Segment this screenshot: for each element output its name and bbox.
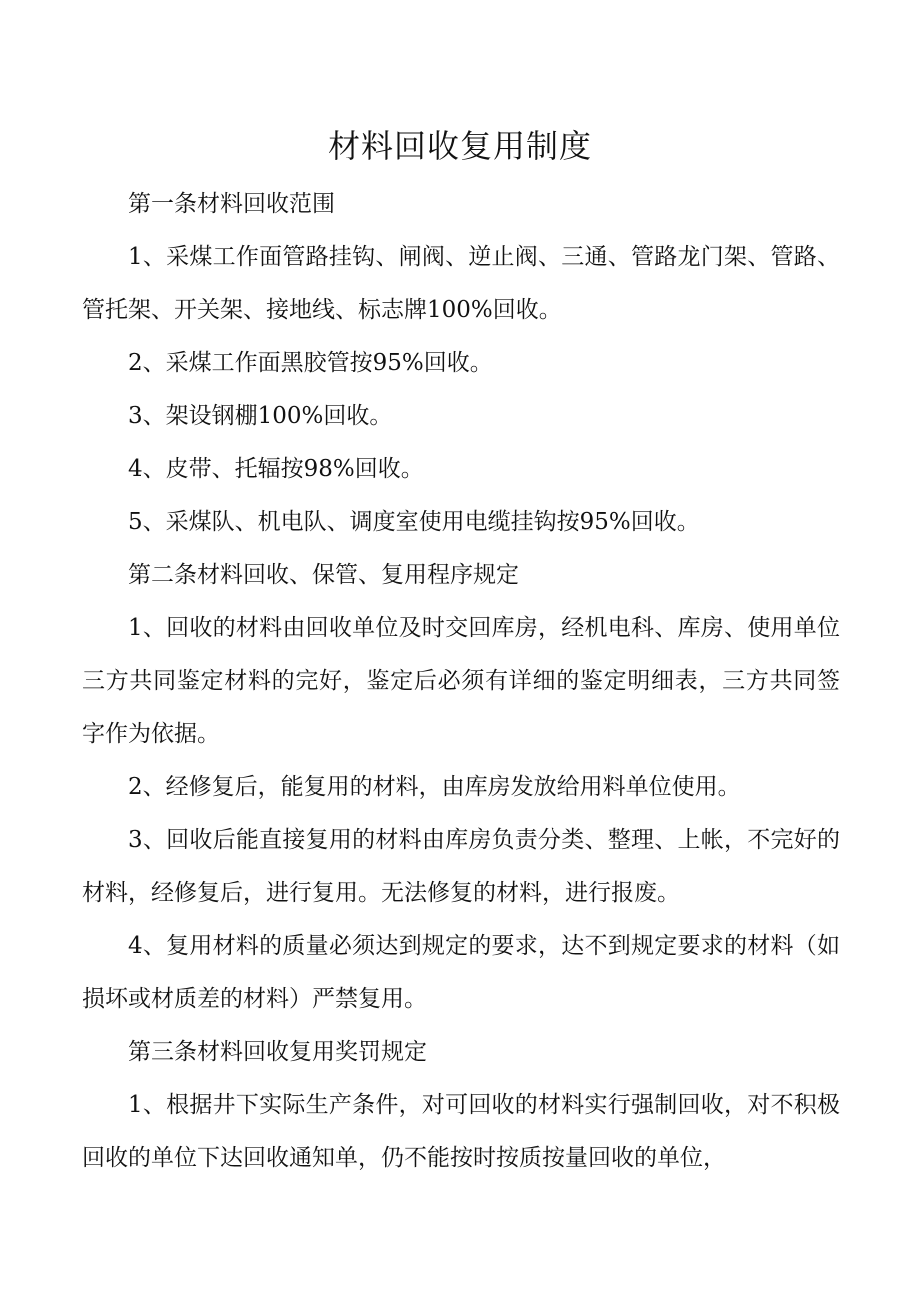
section-heading-2: 第二条材料回收、保管、复用程序规定: [128, 562, 519, 588]
paragraph-2-1: 1、回收的材料由回收单位及时交回库房，经机电科、库房、使用单位三方共同鉴定材料的完好，鉴定后必须有详细的鉴定明细表，三方共同签字作为依据。: [82, 615, 840, 747]
section-heading-3: 第三条材料回收复用奖罚规定: [128, 1039, 427, 1065]
document-body: [82, 178, 840, 1185]
paragraph-2-3: 3、回收后能直接复用的材料由库房负责分类、整理、上帐，不完好的材料，经修复后，进行复用。无法修复的材料，进行报废。: [82, 827, 840, 906]
paragraph-1-2: 2、采煤工作面黑胶管按95%回收。: [128, 350, 493, 376]
paragraph-1-3: 3、架设钢棚100%回收。: [128, 403, 393, 429]
paragraph-2-4: 4、复用材料的质量必须达到规定的要求，达不到规定要求的材料（如损坏或材质差的材料）严禁复用。: [82, 933, 840, 1012]
paragraph-1-4: 4、皮带、托辐按98%回收。: [128, 456, 424, 482]
section-heading-1: 第一条材料回收范围: [128, 191, 335, 217]
document-title: 材料回收复用制度: [327, 127, 592, 165]
paragraph-1-5: 5、采煤队、机电队、调度室使用电缆挂钩按95%回收。: [128, 509, 700, 535]
paragraph-3-1: 1、根据井下实际生产条件，对可回收的材料实行强制回收，对不积极回收的单位下达回收通知单，仍不能按时按质按量回收的单位，: [82, 1092, 840, 1171]
paragraph-1-1: 1、采煤工作面管路挂钩、闸阀、逆止阀、三通、管路龙门架、管路、管托架、开关架、接地线、标志牌100%回收。: [82, 244, 840, 323]
paragraph-2-2: 2、经修复后，能复用的材料，由库房发放给用料单位使用。: [128, 774, 741, 800]
